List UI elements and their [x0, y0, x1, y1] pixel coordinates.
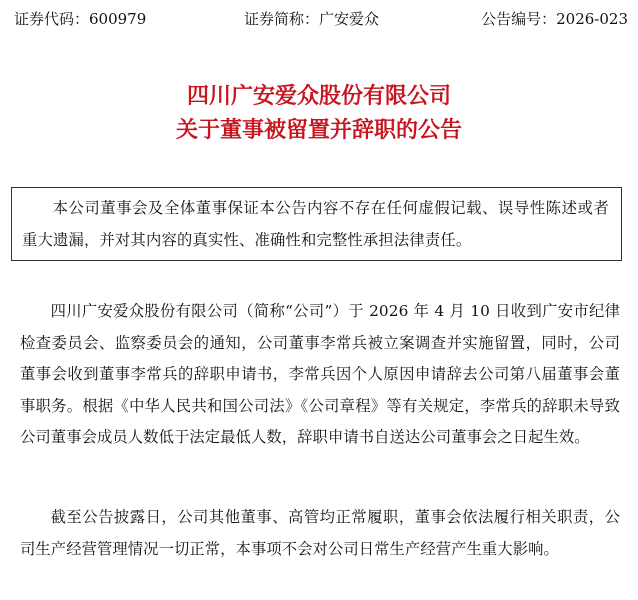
document-header	[0, 6, 638, 32]
disclaimer-text: 本公司董事会及全体董事保证本公告内容不存在任何虚假记载、误导性陈述或者重大遗漏，并对其内容的真实性、准确性和完整性承担法律责任。	[22, 199, 609, 249]
body-paragraph: 四川广安爱众股份有限公司（简称“公司”）于 2026 年 4 月 10 日收到广安市纪律检查委员会、监察委员会的通知，公司董事李常兵被立案调查并实施留置，同时，公司董事会收到董事李常兵的辞职申请书，李常兵因个人原因申请辞去公司第八届董事会董事职务。根据《中华人民共和国公司法》《公司章程》等有关规定，李常兵的辞职未导致公司董事会成员人数低于法定最低人数，辞职申请书自送达公司董事会之日起生效。	[20, 302, 620, 446]
stock-abbreviation: 证券简称：广安爱众	[244, 10, 380, 28]
body-paragraph: 截至公告披露日，公司其他董事、高管均正常履职，董事会依法履行相关职责，公司生产经营管理情况一切正常，本事项不会对公司日常生产经营产生重大影响。	[20, 508, 620, 558]
title-company: 四川广安爱众股份有限公司	[186, 84, 451, 109]
stock-code: 证券代码：600979	[14, 10, 147, 28]
document-title	[0, 80, 638, 148]
announcement-number: 公告编号：2026-023	[481, 10, 628, 28]
title-subject: 关于董事被留置并辞职的公告	[175, 118, 462, 143]
disclaimer-box	[11, 187, 622, 261]
